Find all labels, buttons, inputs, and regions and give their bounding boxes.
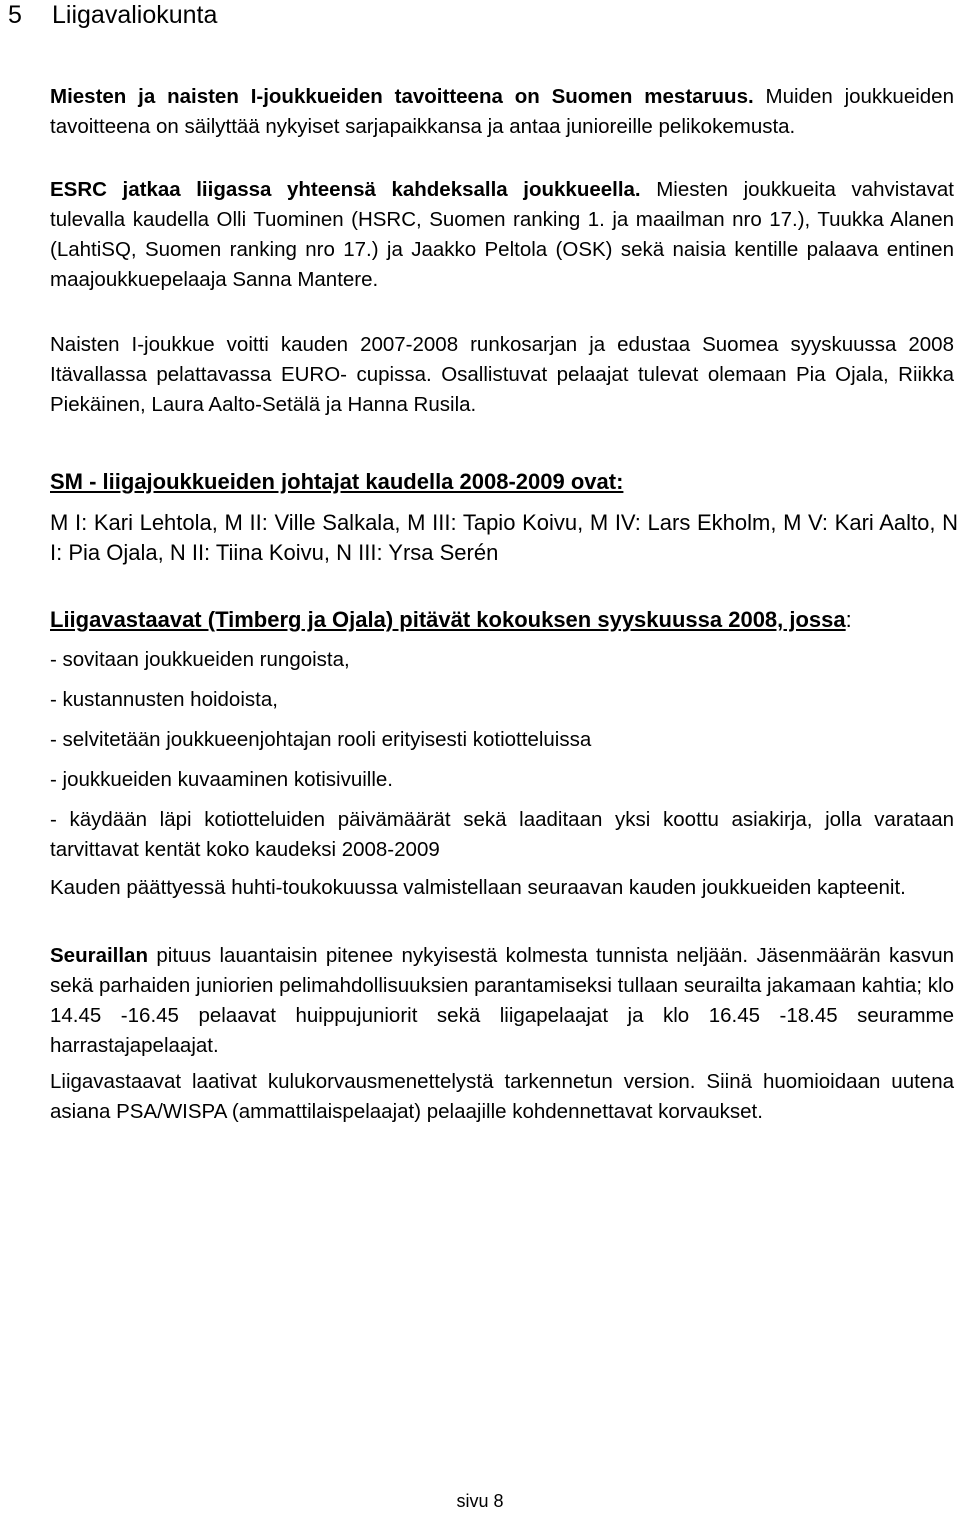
section-heading [8,0,217,30]
paragraph-women-team [50,330,954,420]
list-item: - joukkueiden kuvaaminen kotisivuille. [50,768,393,791]
sm-heading-text: SM - liigajoukkueiden johtajat kaudella 2008-2009 ovat: [50,469,624,494]
list-item-schedule [50,805,954,865]
schedule-text: - käydään läpi kotiotteluiden päivämäärät sekä laaditaan yksi koottu asiakirja, jolla varataan tarvittavat kentät koko kaudeksi 2008-2009 [50,808,954,861]
meeting-heading-colon: : [845,607,852,632]
page-number: sivu 8 [456,1491,504,1511]
teams-bold: ESRC jatkaa liigassa yhteensä kahdeksalla joukkueella. [50,178,641,201]
paragraph-captains [50,873,954,903]
teams-text: Miesten joukkueita vahvistavat tulevalla kaudella Olli Tuominen (HSRC, Suomen ranking 1. ja maailman nro 17.), Tuukka Alanen (LahtiSQ, Suomen ranking nro 17.) ja Jaakko Peltola (OSK) sekä naisia kentille palaava entinen maajoukkuepelaaja Sanna Mantere. [50,178,954,291]
women-team-text: Naisten I-joukkue voitti kauden 2007-2008 runkosarjan ja edustaa Suomea syyskuussa 2008 Itävallassa pelattavassa EURO- cupissa. Osallistuvat pelaajat tulevat olemaan Pia Ojala, Riikka Piekäinen, Laura Aalto-Setälä ja Hanna Rusila. [50,333,954,416]
sm-leaders-list [50,508,958,568]
paragraph-teams [50,175,954,295]
sm-heading [50,467,623,497]
club-evening-text: pituus lauantaisin pitenee nykyisestä kolmesta tunnista neljään. Jäsenmäärän kasvun sekä parhaiden juniorien pelimahdollisuuksien parantamiseksi tullaan seurailta jakamaan kahtia; klo 14.45 -16.45 pelaavat huippujuniorit sekä liigapelaajat ja klo 16.45 -18.45 seuramme harrastajapelaajat. [50,944,954,1057]
club-evening-bold: Seuraillan [50,944,148,967]
costs-text: Liigavastaavat laativat kulukorvausmenettelystä tarkennetun version. Siinä huomioidaan uutena asiana PSA/WISPA (ammattilaispelaajat) pelaajille kohdennettavat korvaukset. [50,1070,954,1123]
meeting-heading-bold: Liigavastaavat (Timberg ja Ojala) pitävät kokouksen syyskuussa 2008, jossa [50,607,846,632]
list-item: - sovitaan joukkueiden rungoista, [50,648,350,671]
goals-text: Muiden joukkueiden tavoitteena on säilyttää nykyiset sarjapaikkansa ja antaa junioreille pelikokemusta. [50,85,954,138]
sm-leaders-text: M I: Kari Lehtola, M II: Ville Salkala, M III: Tapio Koivu, M IV: Lars Ekholm, M V: Kari Aalto, N I: Pia Ojala, N II: Tiina Koivu, N III: Yrsa Serén [50,510,958,565]
section-title: Liigavaliokunta [52,1,218,29]
section-number: 5 [8,1,22,29]
captains-text: Kauden päättyessä huhti-toukokuussa valmistellaan seuraavan kauden joukkueiden kapteenit. [50,876,906,899]
paragraph-club-evening [50,941,954,1061]
paragraph-costs [50,1067,954,1127]
meeting-heading [50,605,852,635]
list-item: - selvitetään joukkueenjohtajan rooli erityisesti kotiotteluissa [50,728,592,751]
goals-bold: Miesten ja naisten I-joukkueiden tavoitteena on Suomen mestaruus. [50,85,754,108]
paragraph-goals [50,82,954,142]
list-item: - kustannusten hoidoista, [50,688,278,711]
